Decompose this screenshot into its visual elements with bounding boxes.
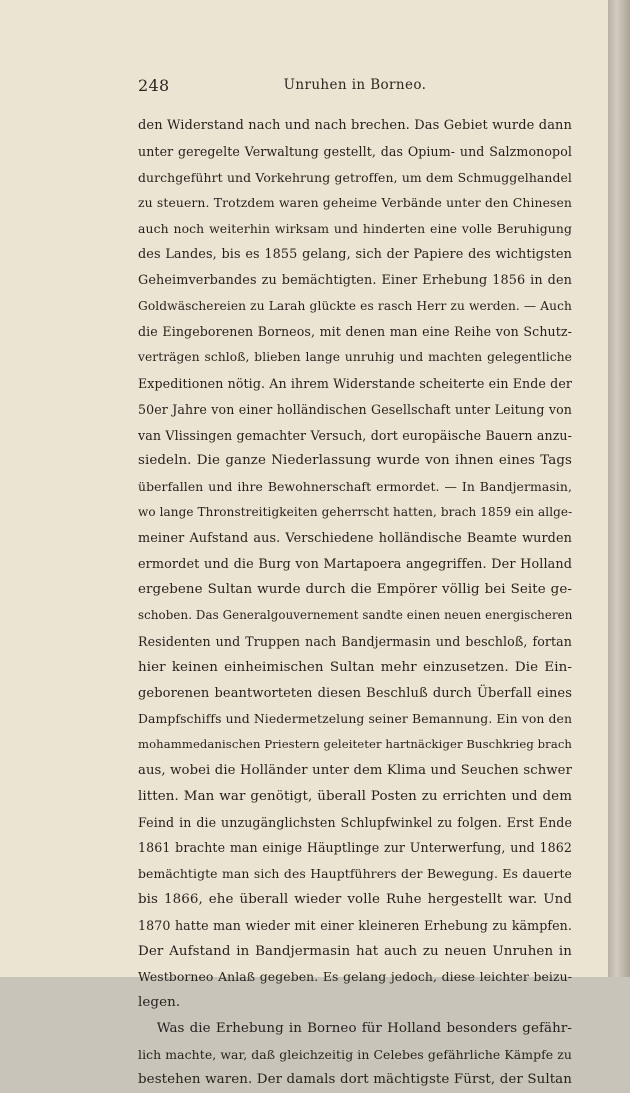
text-line: Dampfschiffs und Niedermetzelung seiner Bemannung. Ein von den [138,711,573,727]
text-line: geborenen beantworteten diesen Beschluß durch Überfall eines [138,685,572,701]
text-line: verträgen schloß, blieben lange unruhig und machten gelegentliche [138,350,572,365]
text-line: des Landes, bis es 1855 gelang, sich der Papiere des wichtigsten [138,246,572,262]
text-line: überfallen und ihre Bewohnerschaft ermordet. — In Bandjermasin, [138,479,572,495]
text-line: ergebene Sultan wurde durch die Empörer völlig bei Seite ge- [138,582,572,598]
text-line: 1861 brachte man einige Häuptlinge zur Unterwerfung, und 1862 [138,840,572,856]
text-line: litten. Man war genötigt, überall Posten zu errichten und dem [138,788,572,804]
text-line: hier keinen einheimischen Sultan mehr einzusetzen. Die Ein- [138,659,572,675]
text-line: zu steuern. Trotzdem waren geheime Verbände unter den Chinesen [138,195,572,211]
text-line: 50er Jahre von einer holländischen Gesellschaft unter Leitung von [138,401,572,417]
page-number: 248 [138,76,170,95]
text-line: lich machte, war, daß gleichzeitig in Celebes gefährliche Kämpfe zu [138,1046,572,1062]
page-header [138,76,572,98]
text-line: Westborneo Anlaß gegeben. Es gelang jedoch, diese leichter beizu- [138,969,572,985]
text-line: 1870 hatte man wieder mit einer kleineren Erhebung zu kämpfen. [138,917,572,933]
body-text [138,113,572,1093]
text-line: siedeln. Die ganze Niederlassung wurde von ihnen eines Tags [138,453,572,469]
page-edge-shadow [608,0,630,977]
text-line: durchgeführt und Vorkehrung getroffen, um dem Schmuggelhandel [138,169,572,185]
text-line: meiner Aufstand aus. Verschiedene holländische Beamte wurden [138,530,572,546]
text-line: unter geregelte Verwaltung gestellt, das Opium- und Salzmonopol [138,143,572,159]
text-line: wo lange Thronstreitigkeiten geherrscht hatten, brach 1859 ein allge- [138,504,573,519]
text-line: Residenten und Truppen nach Bandjermasin und beschloß, fortan [138,633,572,649]
text-line: Expeditionen nötig. An ihrem Widerstande scheiterte ein Ende der [138,375,572,391]
running-title: Unruhen in Borneo. [283,77,427,93]
text-line: bemächtigte man sich des Hauptführers der Bewegung. Es dauerte [138,866,572,882]
text-line: Goldwäschereien zu Larah glückte es rasch Herr zu werden. — Auch [138,298,572,313]
text-line: Feind in die unzugänglichsten Schlupfwinkel zu folgen. Erst Ende [138,814,572,830]
text-line: Geheimverbandes zu bemächtigten. Einer Erhebung 1856 in den [138,272,572,288]
text-line: mohammedanischen Priestern geleiteter hartnäckiger Buschkrieg brach [138,737,572,752]
text-line: die Eingeborenen Borneos, mit denen man eine Reihe von Schutz- [138,324,572,340]
text-line: van Vlissingen gemachter Versuch, dort europäische Bauern anzu- [138,427,572,443]
text-line: bestehen waren. Der damals dort mächtigste Fürst, der Sultan [138,1072,572,1088]
text-line-paragraph-start: Was die Erhebung in Borneo für Holland besonders gefähr- [156,1020,572,1036]
text-line: ermordet und die Burg von Martapoera angegriffen. Der Holland [138,556,572,572]
text-line: bis 1866, ehe überall wieder volle Ruhe hergestellt war. Und [138,891,572,907]
text-line-paragraph-end: legen. [138,995,181,1011]
text-line: auch noch weiterhin wirksam und hinderten eine volle Beruhigung [138,221,572,237]
text-line: schoben. Das Generalgouvernement sandte einen neuen energischeren [138,608,573,623]
text-line: den Widerstand nach und nach brechen. Das Gebiet wurde dann [138,118,572,133]
text-line: Der Aufstand in Bandjermasin hat auch zu neuen Unruhen in [138,943,572,959]
text-line: aus, wobei die Holländer unter dem Klima und Seuchen schwer [138,762,572,778]
